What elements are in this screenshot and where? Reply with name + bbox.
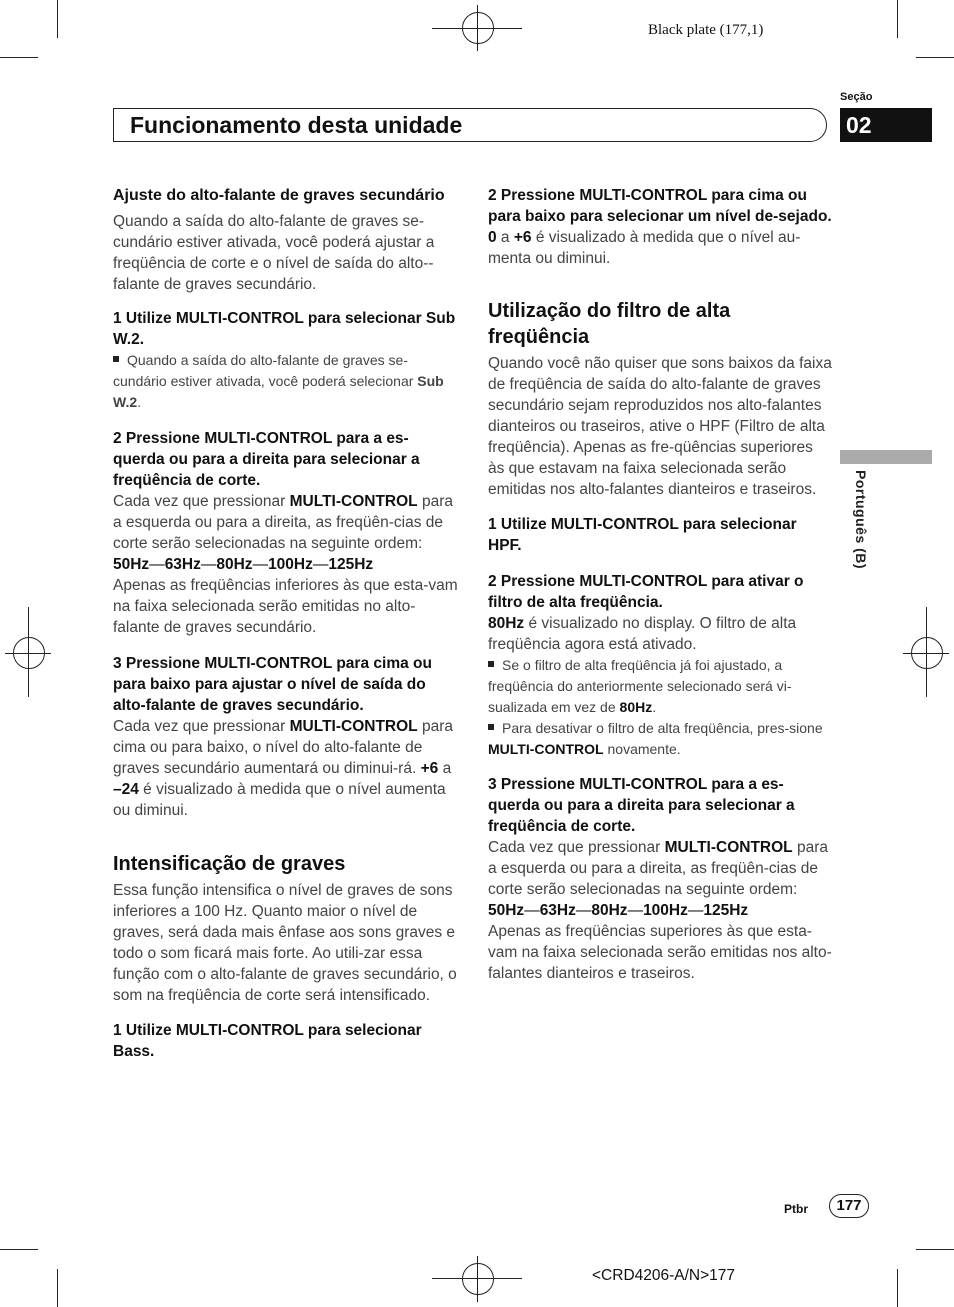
- paragraph-bass-level: 0 a +6 é visualizado à medida que o nível au-menta ou diminui.: [488, 229, 801, 267]
- document-code: <CRD4206-A/N>177: [592, 1267, 736, 1284]
- crop-mark: [0, 1249, 38, 1250]
- heading-hpf: Utilização do filtro de alta freqüência: [488, 300, 731, 348]
- step-2-sub: 2 Pressione MULTI-CONTROL para a es-querda ou para a direita para selecionar a freqüência de corte.: [113, 430, 420, 489]
- paragraph-hpf-step3-c: Apenas as freqüências superiores às que esta-vam na faixa selecionada serão emitidas nos alto-falantes dianteiros e traseiros.: [488, 923, 832, 982]
- crop-mark: [897, 1269, 898, 1307]
- section-number: 02: [840, 108, 932, 142]
- paragraph-step2-c: Apenas as freqüências inferiores às que esta-vam na faixa selecionada serão emitidas no alto-falante de graves secundário.: [113, 577, 458, 636]
- bullet-icon: [488, 661, 494, 667]
- paragraph-step3: Cada vez que pressionar MULTI-CONTROL para cima ou para baixo, o nível do alto-falante de graves secundário aumentará ou diminui-rá. +6 a –24 é visualizado à medida que o nível aumenta ou diminui.: [113, 718, 453, 819]
- frequency-sequence: 50Hz—63Hz—80Hz—100Hz—125Hz: [113, 556, 374, 573]
- heading-bass: Intensificação de graves: [113, 853, 346, 875]
- language-label: Português (B): [853, 470, 869, 570]
- bullet-icon: [113, 356, 119, 362]
- language-tab: [840, 450, 932, 464]
- step-2-hpf: 2 Pressione MULTI-CONTROL para ativar o filtro de alta freqüência.: [488, 573, 804, 611]
- paragraph-step2: Cada vez que pressionar MULTI-CONTROL para a esquerda ou para a direita, as freqüên-cias de corte serão selecionadas na seguinte ordem:: [113, 493, 453, 552]
- paragraph-hpf-step3: Cada vez que pressionar MULTI-CONTROL para a esquerda ou para a direita, as freqüên-cias de corte serão selecionadas na seguinte ordem:: [488, 839, 828, 898]
- crop-mark: [916, 1249, 954, 1250]
- section-label: Seção: [840, 91, 873, 103]
- note-hpf-a: Se o filtro de alta freqüência já foi ajustado, a freqüência do anteriormente selecionado será vi-sualizada em vez de 80Hz.: [488, 657, 792, 715]
- crop-mark: [897, 0, 898, 38]
- step-1-hpf: 1 Utilize MULTI-CONTROL para selecionar HPF.: [488, 516, 797, 554]
- page-title: Funcionamento desta unidade: [130, 112, 463, 138]
- note-sub: Quando a saída do alto-falante de graves se-cundário estiver ativada, você poderá selecionar Sub W.2.: [113, 352, 444, 410]
- crop-mark: [57, 1269, 58, 1307]
- crop-mark: [916, 57, 954, 58]
- paragraph-hpf-on: 80Hz é visualizado no display. O filtro de alta freqüência agora está ativado.: [488, 615, 797, 653]
- paragraph-subwoofer: Quando a saída do alto-falante de graves se-cundário estiver ativada, você poderá ajustar a freqüência de corte e o nível de saída do alto--falante de graves secundário.: [113, 213, 435, 293]
- frequency-sequence-hpf: 50Hz—63Hz—80Hz—100Hz—125Hz: [488, 902, 749, 919]
- crop-mark: [57, 0, 58, 38]
- step-3-hpf: 3 Pressione MULTI-CONTROL para a es-querda ou para a direita para selecionar a freqüência de corte.: [488, 776, 795, 835]
- heading-subwoofer: Ajuste do alto-falante de graves secundário: [113, 187, 445, 204]
- step-2-bass: 2 Pressione MULTI-CONTROL para cima ou para baixo para selecionar um nível de-sejado.: [488, 187, 832, 225]
- bullet-icon: [488, 724, 494, 730]
- crop-mark: [0, 57, 38, 58]
- language-code: Ptbr: [784, 1202, 808, 1216]
- step-1-bass: 1 Utilize MULTI-CONTROL para selecionar Bass.: [113, 1022, 422, 1060]
- plate-label: Black plate (177,1): [648, 22, 764, 38]
- step-1-sub: 1 Utilize MULTI-CONTROL para selecionar Sub W.2.: [113, 310, 456, 348]
- left-column: [113, 185, 458, 1062]
- step-3-sub: 3 Pressione MULTI-CONTROL para cima ou para baixo para ajustar o nível de saída do alto-falante de graves secundário.: [113, 655, 432, 714]
- page-number: 177: [829, 1194, 869, 1218]
- note-hpf-b: Para desativar o filtro de alta freqüência, pres-sione MULTI-CONTROL novamente.: [488, 720, 823, 757]
- paragraph-hpf: Quando você não quiser que sons baixos da faixa de freqüência de saída do alto-falante de graves secundário sejam reproduzidos nos alto-falantes dianteiros ou traseiros, ative o HPF (Filtro de alta freqüência). Apenas as fre-qüências superiores às que estavam na faixa selecionada serão emitidas nos alto-falantes dianteiros e traseiros.: [488, 355, 832, 498]
- right-column: [488, 185, 833, 984]
- paragraph-bass: Essa função intensifica o nível de graves de sons inferiores a 100 Hz. Quanto maior o nível de graves, será dada mais ênfase aos sons graves e todo o som ficará mais forte. Ao utili-zar essa função com o alto-falante de graves secundário, o som na freqüência de corte será intensificado.: [113, 882, 457, 1004]
